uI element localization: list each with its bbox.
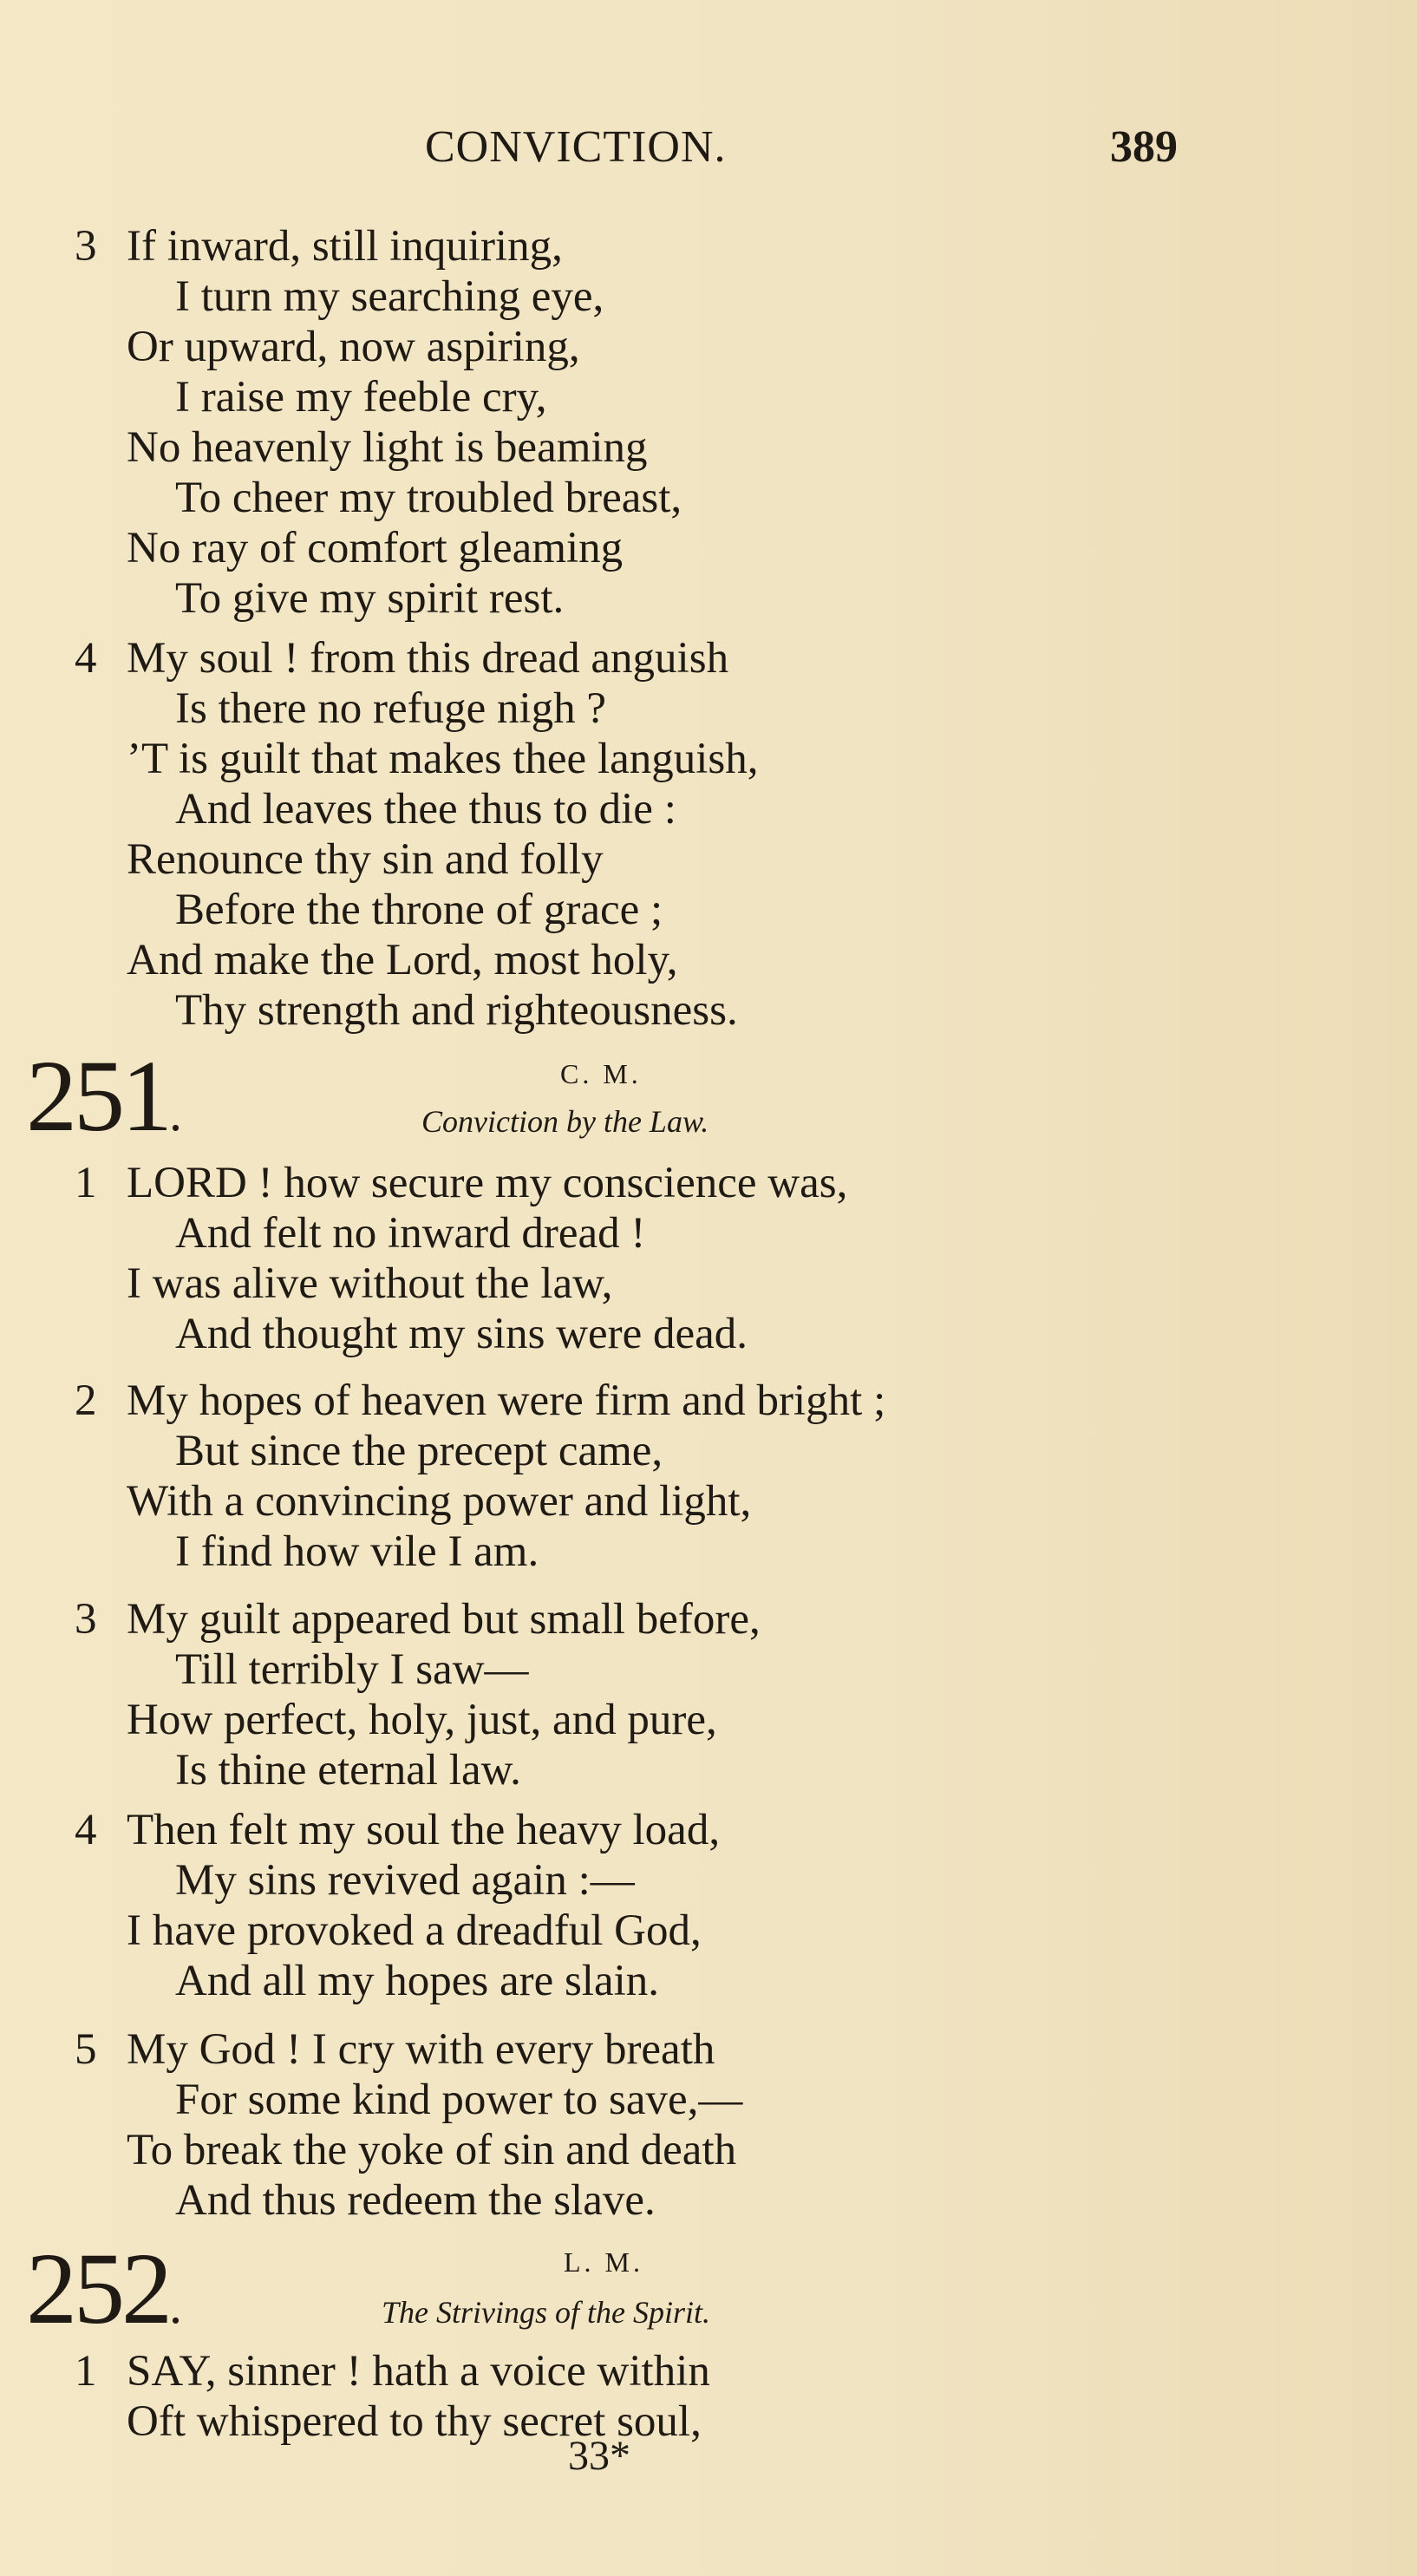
page-header <box>0 121 1417 182</box>
verse-line: And make the Lord, most holy, <box>127 936 678 984</box>
verse-line: I have provoked a dreadful God, <box>127 1906 702 1955</box>
verse-line: I raise my feeble cry, <box>175 373 547 422</box>
verse-line: With a convincing power and light, <box>127 1477 752 1526</box>
verse-line: My hopes of heaven were firm and bright ; <box>127 1376 886 1425</box>
verse-line: To cheer my troubled breast, <box>175 474 682 522</box>
verse-line: But since the precept came, <box>175 1427 663 1475</box>
hymn-meter: C. M. <box>560 1058 642 1089</box>
stanza-number: 5 <box>75 2025 97 2074</box>
verse-line: And felt no inward dread ! <box>175 1209 646 1258</box>
stanza-number: 4 <box>75 1806 97 1854</box>
verse-line: Before the throne of grace ; <box>175 886 663 934</box>
running-title: CONVICTION. <box>425 122 727 172</box>
verse-line: I turn my searching eye, <box>175 272 604 321</box>
verse-line: No heavenly light is beaming <box>127 423 648 472</box>
verse-line: To break the yoke of sin and death <box>127 2126 737 2174</box>
verse-line: I was alive without the law, <box>127 1259 613 1308</box>
verse-line: My guilt appeared but small before, <box>127 1595 761 1644</box>
verse-line: And thought my sins were dead. <box>175 1310 748 1358</box>
stanza-number: 1 <box>75 2347 97 2396</box>
verse-line: Oft whispered to thy secret soul, <box>127 2397 702 2446</box>
signature-mark: 33* <box>568 2433 630 2479</box>
verse-line: Till terribly I saw— <box>175 1645 529 1694</box>
verse-line: Or upward, now aspiring, <box>127 323 580 371</box>
verse-line: Thy strength and righteousness. <box>175 986 738 1035</box>
verse-line: SAY, sinner ! hath a voice within <box>127 2347 710 2396</box>
verse-line: To give my spirit rest. <box>175 574 565 623</box>
verse-line: Is there no refuge nigh ? <box>175 684 607 733</box>
verse-line: LORD ! how secure my conscience was, <box>127 1159 848 1207</box>
verse-line: For some kind power to save,— <box>175 2076 743 2124</box>
verse-line: How perfect, holy, just, and pure, <box>127 1696 717 1744</box>
verse-line: And leaves thee thus to die : <box>175 785 676 834</box>
stanza-number: 4 <box>75 634 97 683</box>
verse-line: And thus redeem the slave. <box>175 2176 656 2225</box>
hymn-title: The Strivings of the Spirit. <box>382 2295 711 2330</box>
verse-line: And all my hopes are slain. <box>175 1957 660 2005</box>
hymn-number: 252. <box>26 2232 179 2345</box>
stanza-number: 2 <box>75 1376 97 1425</box>
verse-line: My soul ! from this dread anguish <box>127 634 729 683</box>
verse-line: If inward, still inquiring, <box>127 222 563 271</box>
verse-line: No ray of comfort gleaming <box>127 524 624 572</box>
stanza-number: 3 <box>75 222 97 271</box>
hymn-number: 251. <box>26 1039 179 1153</box>
stanza-number: 1 <box>75 1159 97 1207</box>
hymn-meter: L. M. <box>564 2246 643 2278</box>
page-number: 389 <box>1110 122 1178 172</box>
verse-line: My God ! I cry with every breath <box>127 2025 715 2074</box>
verse-line: Then felt my soul the heavy load, <box>127 1806 721 1854</box>
verse-line: Renounce thy sin and folly <box>127 835 604 884</box>
stanza-number: 3 <box>75 1595 97 1644</box>
verse-line: My sins revived again :— <box>175 1856 635 1905</box>
verse-line: ’T is guilt that makes thee languish, <box>127 735 759 783</box>
hymn-title: Conviction by the Law. <box>421 1104 709 1139</box>
verse-line: Is thine eternal law. <box>175 1746 521 1795</box>
verse-line: I find how vile I am. <box>175 1527 539 1576</box>
